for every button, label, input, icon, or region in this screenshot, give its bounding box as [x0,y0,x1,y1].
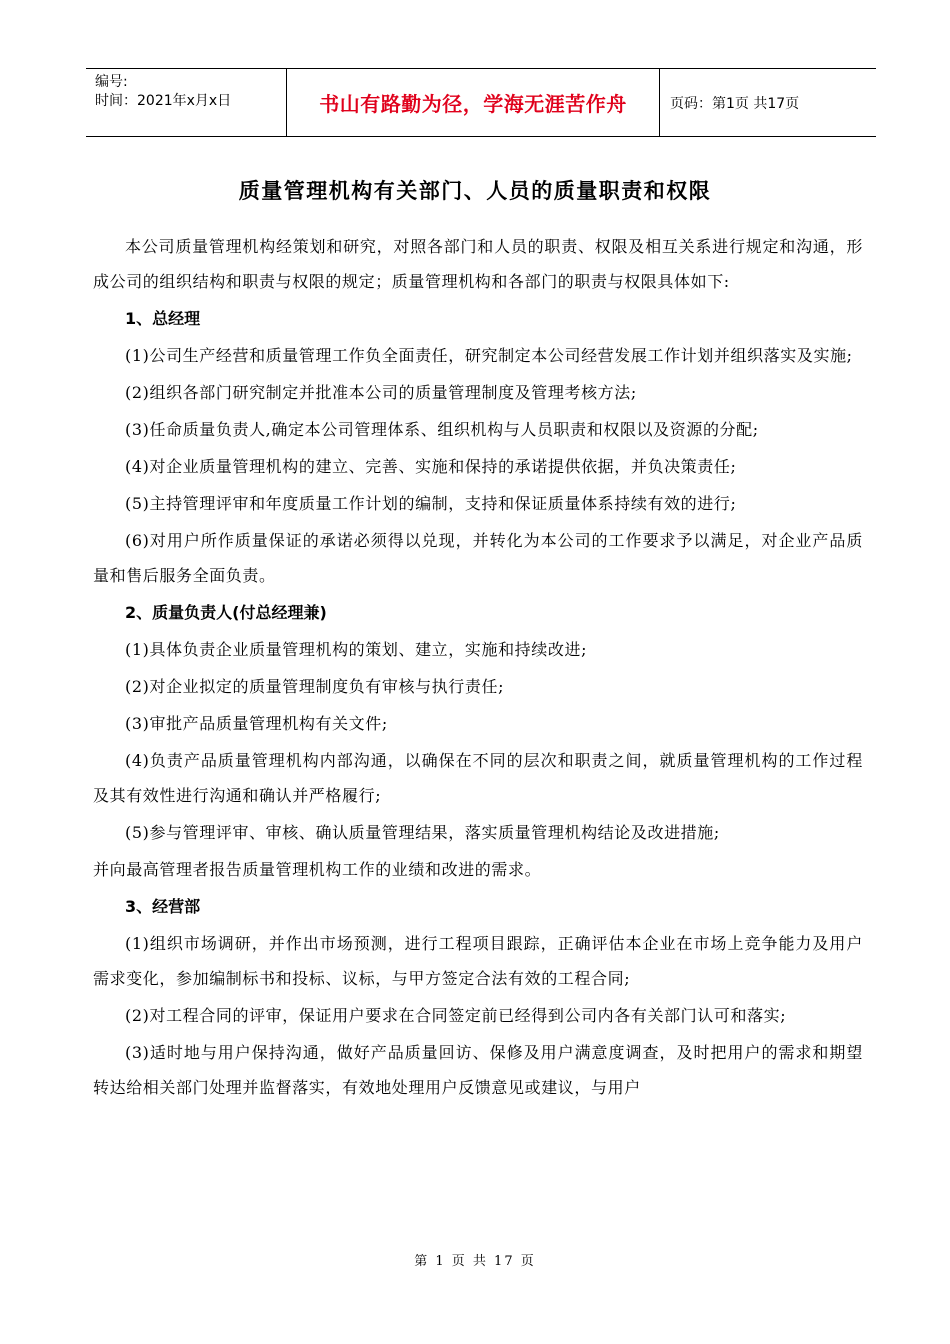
header-meta [86,69,287,136]
header-page-label: 页码：第1页 共17页 [670,95,800,112]
list-item: (3)审批产品质量管理机构有关文件; [125,714,388,733]
page-header [86,68,876,137]
section-heading-business-dept: 3、经营部 [125,897,201,916]
list-item: (2)对企业拟定的质量管理制度负有审核与执行责任; [125,677,505,696]
page-footer: 第 1 页 共 17 页 [414,1254,536,1269]
intro-paragraph: 本公司质量管理机构经策划和研究，对照各部门和人员的职责、权限及相互关系进行规定和沟通，形成公司的组织结构和职责与权限的规定；质量管理机构和各部门的职责与权限具体如下: [93,237,863,291]
list-item: (1)组织市场调研，并作出市场预测，进行工程项目跟踪，正确评估本企业在市场上竞争能力及用户需求变化，参加编制标书和投标、议标，与甲方签定合法有效的工程合同; [93,934,863,988]
section-heading-general-manager: 1、总经理 [125,309,201,328]
list-item: (1)公司生产经营和质量管理工作负全面责任，研究制定本公司经营发展工作计划并组织落实及实施; [125,346,853,365]
list-item: (4)对企业质量管理机构的建立、完善、实施和保持的承诺提供依据，并负决策责任; [125,457,737,476]
document-body [93,229,863,1107]
list-item: (6)对用户所作质量保证的承诺必须得以兑现，并转化为本公司的工作要求予以满足，对企业产品质量和售后服务全面负责。 [93,531,863,585]
header-motto: 书山有路勤为径，学海无涯苦作舟 [287,69,660,136]
document-time-label: 时间：2021年x月x日 [95,93,232,109]
document-number-label: 编号: [95,74,128,90]
list-item-continuation: 并向最高管理者报告质量管理机构工作的业绩和改进的需求。 [93,860,542,879]
list-item: (3)适时地与用户保持沟通，做好产品质量回访、保修及用户满意度调查，及时把用户的需求和期望转达给相关部门处理并监督落实，有效地处理用户反馈意见或建议，与用户 [93,1043,863,1097]
list-item: (1)具体负责企业质量管理机构的策划、建立，实施和持续改进; [125,640,588,659]
list-item: (4)负责产品质量管理机构内部沟通，以确保在不同的层次和职责之间，就质量管理机构的工作过程及其有效性进行沟通和确认并严格履行; [93,751,863,805]
list-item: (2)对工程合同的评审，保证用户要求在合同签定前已经得到公司内各有关部门认可和落实; [125,1006,787,1025]
list-item: (5)主持管理评审和年度质量工作计划的编制，支持和保证质量体系持续有效的进行; [125,494,737,513]
document-title: 质量管理机构有关部门、人员的质量职责和权限 [238,178,712,203]
list-item: (3)任命质量负责人,确定本公司管理体系、组织机构与人员职责和权限以及资源的分配; [125,420,759,439]
list-item: (2)组织各部门研究制定并批准本公司的质量管理制度及管理考核方法; [125,383,637,402]
section-heading-quality-lead: 2、质量负责人(付总经理兼) [125,603,327,622]
list-item: (5)参与管理评审、审核、确认质量管理结果，落实质量管理机构结论及改进措施; [125,823,720,842]
